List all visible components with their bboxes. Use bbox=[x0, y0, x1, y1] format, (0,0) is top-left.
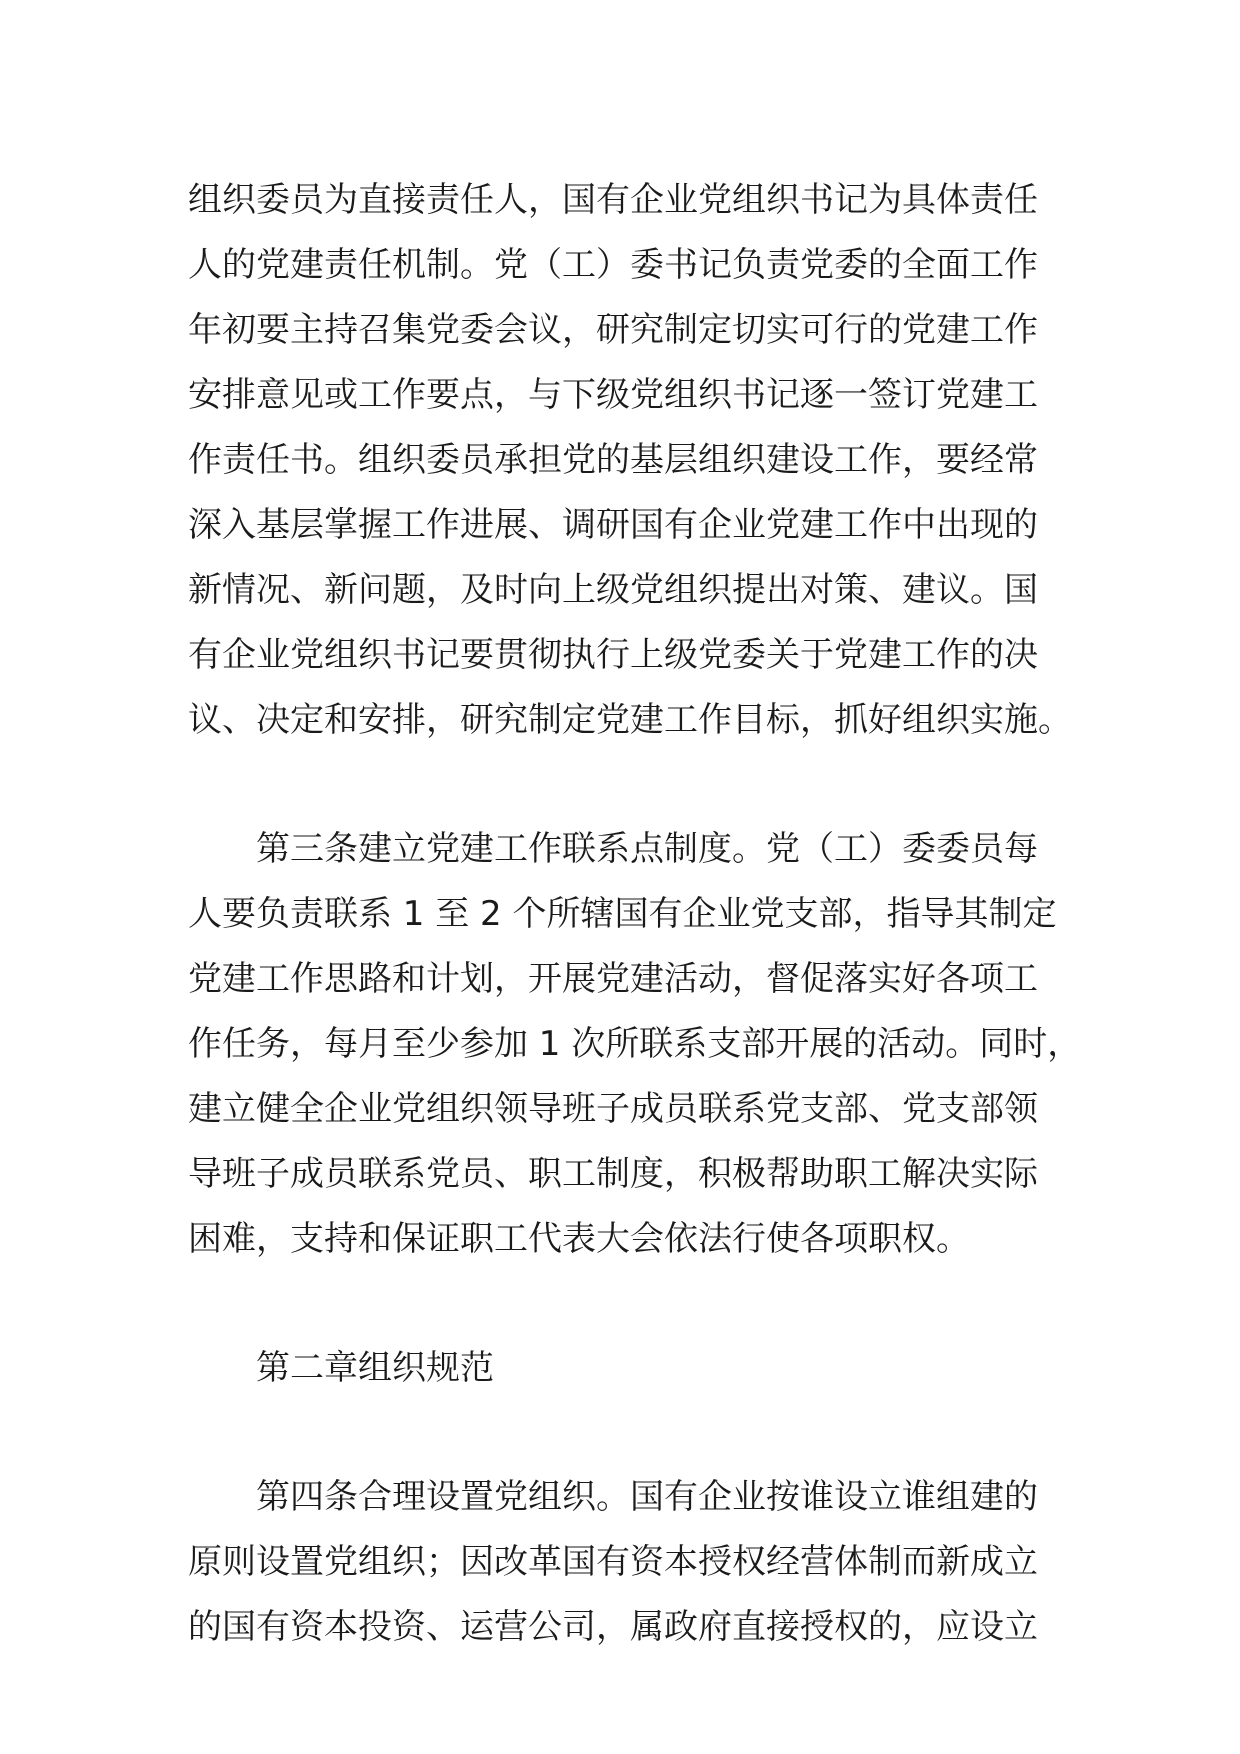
text-line: 导班子成员联系党员、职工制度，积极帮助职工解决实际 bbox=[188, 1154, 1038, 1194]
paragraph-gap bbox=[188, 1401, 1068, 1465]
text-line: 议、决定和安排，研究制定党建工作目标，抓好组织实施。 bbox=[188, 700, 1072, 740]
text-line: 第四条合理设置党组织。国有企业按谁设立谁组建的 bbox=[256, 1477, 1038, 1517]
paragraph-article-three bbox=[188, 817, 1082, 1272]
text-line: 年初要主持召集党委会议，研究制定切实可行的党建工作 bbox=[188, 310, 1038, 350]
text-line: 第三条建立党建工作联系点制度。党（工）委委员每 bbox=[256, 829, 1038, 869]
document-body bbox=[188, 168, 1082, 1660]
text-line: 人要负责联系 1 至 2 个所辖国有企业党支部，指导其制定 bbox=[188, 894, 1057, 934]
paragraph-article-four bbox=[188, 1465, 1068, 1660]
text-line: 新情况、新问题，及时向上级党组织提出对策、建议。国 bbox=[188, 570, 1038, 610]
paragraph-gap bbox=[188, 753, 1068, 817]
text-line: 人的党建责任机制。党（工）委书记负责党委的全面工作 bbox=[188, 245, 1038, 285]
text-line: 作责任书。组织委员承担党的基层组织建设工作，要经常 bbox=[188, 440, 1038, 480]
text-line: 的国有资本投资、运营公司，属政府直接授权的，应设立 bbox=[188, 1607, 1038, 1647]
text-line: 原则设置党组织；因改革国有资本授权经营体制而新成立 bbox=[188, 1542, 1038, 1582]
text-line: 深入基层掌握工作进展、调研国有企业党建工作中出现的 bbox=[188, 505, 1038, 545]
text-line: 组织委员为直接责任人，国有企业党组织书记为具体责任 bbox=[188, 180, 1038, 220]
paragraph-gap bbox=[188, 1272, 1068, 1336]
text-line: 作任务，每月至少参加 1 次所联系支部开展的活动。同时， bbox=[188, 1024, 1082, 1064]
chapter-heading bbox=[188, 1336, 1068, 1401]
text-line: 有企业党组织书记要贯彻执行上级党委关于党建工作的决 bbox=[188, 635, 1038, 675]
text-line: 建立健全企业党组织领导班子成员联系党支部、党支部领 bbox=[188, 1089, 1038, 1129]
paragraph-party-responsibility bbox=[188, 168, 1072, 753]
text-line: 安排意见或工作要点，与下级党组织书记逐一签订党建工 bbox=[188, 375, 1038, 415]
text-line: 党建工作思路和计划，开展党建活动，督促落实好各项工 bbox=[188, 959, 1038, 999]
chapter-title: 第二章组织规范 bbox=[256, 1348, 494, 1388]
text-line: 困难，支持和保证职工代表大会依法行使各项职权。 bbox=[188, 1219, 970, 1259]
